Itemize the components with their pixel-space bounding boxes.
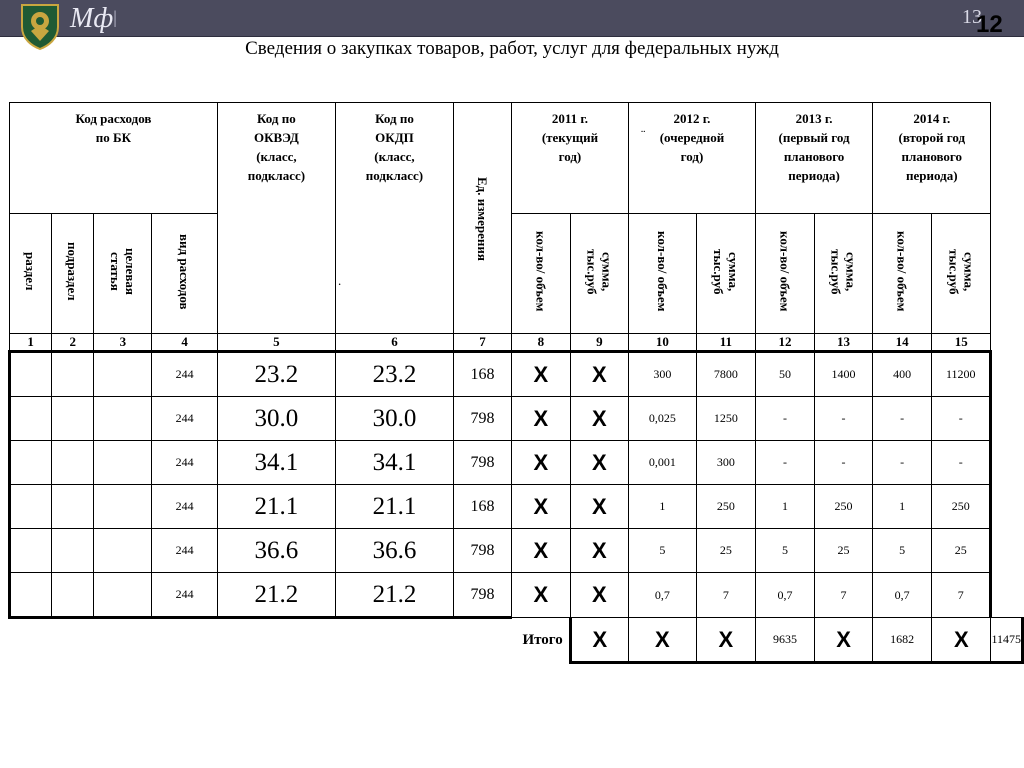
- cell-empty: [52, 441, 94, 485]
- header-qty-2014: кол-во/ объем: [873, 214, 932, 334]
- cell-c12: 0,7: [755, 573, 814, 618]
- cell-empty: [52, 485, 94, 529]
- cell-empty: [10, 397, 52, 441]
- cell-c13: 1400: [814, 352, 872, 397]
- cell-c8: X: [511, 441, 570, 485]
- header-qty-2011: кол-во/ объем: [511, 214, 570, 334]
- table-row: [10, 397, 1023, 441]
- cell-okved: 21.2: [217, 573, 335, 618]
- cell-empty: [94, 485, 152, 529]
- total-cell: 1682: [873, 618, 932, 663]
- page-title: Сведения о закупках товаров, работ, услуг для федеральных нужд: [245, 38, 779, 59]
- cell-c15: 25: [932, 529, 991, 573]
- cell-c14: 1: [873, 485, 932, 529]
- cell-c9: X: [570, 485, 628, 529]
- cell-unit: 798: [454, 441, 512, 485]
- cell-c15: -: [932, 441, 991, 485]
- cell-c13: 25: [814, 529, 872, 573]
- header-sum-2014: сумма, тыс.руб: [932, 214, 991, 334]
- cell-vid: 244: [152, 485, 217, 529]
- col-number: 6: [335, 334, 453, 352]
- cell-unit: 168: [454, 485, 512, 529]
- total-cell: 9635: [755, 618, 814, 663]
- cell-okdp: 30.0: [335, 397, 453, 441]
- header-okdp: Код по ОКДП (класс, подкласс) .: [335, 103, 453, 334]
- header-podrazdel: подраздел: [52, 214, 94, 334]
- cell-c11: 1250: [696, 397, 755, 441]
- cell-c15: 7: [932, 573, 991, 618]
- cell-c8: X: [511, 485, 570, 529]
- cell-c11: 250: [696, 485, 755, 529]
- cell-okved: 34.1: [217, 441, 335, 485]
- header-qty-2013: кол-во/ объем: [755, 214, 814, 334]
- col-number: 7: [454, 334, 512, 352]
- cell-c11: 7: [696, 573, 755, 618]
- cell-empty: [10, 441, 52, 485]
- header-qty-2012: кол-во/ объем: [628, 214, 696, 334]
- cell-c15: -: [932, 397, 991, 441]
- cell-c12: 5: [755, 529, 814, 573]
- header-sum-2012: сумма, тыс.руб: [696, 214, 755, 334]
- cell-c11: 300: [696, 441, 755, 485]
- cell-c9: X: [570, 397, 628, 441]
- cell-empty: [10, 485, 52, 529]
- header-stat: целевая статья: [94, 214, 152, 334]
- col-number: 3: [94, 334, 152, 352]
- cell-c15: 11200: [932, 352, 991, 397]
- cell-okdp: 21.1: [335, 485, 453, 529]
- total-cell: X: [814, 618, 872, 663]
- table-row: [10, 441, 1023, 485]
- cell-c8: X: [511, 573, 570, 618]
- cell-empty: [94, 397, 152, 441]
- cell-c12: 50: [755, 352, 814, 397]
- cell-empty: [94, 441, 152, 485]
- total-row: [10, 618, 1023, 663]
- cell-c10: 0,7: [628, 573, 696, 618]
- total-cell: X: [628, 618, 696, 663]
- cell-c10: 300: [628, 352, 696, 397]
- cell-okved: 30.0: [217, 397, 335, 441]
- cell-empty: [10, 573, 52, 618]
- cell-c12: -: [755, 397, 814, 441]
- cell-empty: [52, 529, 94, 573]
- total-cell: 11475: [991, 618, 1023, 663]
- cell-empty: [52, 352, 94, 397]
- cell-c10: 5: [628, 529, 696, 573]
- cell-c9: X: [570, 573, 628, 618]
- cell-c10: 1: [628, 485, 696, 529]
- cell-vid: 244: [152, 397, 217, 441]
- col-number: 12: [755, 334, 814, 352]
- cell-c10: 0,001: [628, 441, 696, 485]
- column-numbers-row: [10, 334, 1023, 352]
- cell-c13: -: [814, 397, 872, 441]
- cell-c11: 7800: [696, 352, 755, 397]
- header-2012: ¨ 2012 г. (очередной год): [628, 103, 755, 214]
- cell-empty: [94, 573, 152, 618]
- cell-okdp: 34.1: [335, 441, 453, 485]
- header-sum-2013: сумма, тыс.руб: [814, 214, 872, 334]
- cell-unit: 168: [454, 352, 512, 397]
- cell-okdp: 21.2: [335, 573, 453, 618]
- cell-c14: 0,7: [873, 573, 932, 618]
- cell-c12: -: [755, 441, 814, 485]
- col-number: 1: [10, 334, 52, 352]
- table-row: [10, 485, 1023, 529]
- cell-c9: X: [570, 441, 628, 485]
- col-number: 10: [628, 334, 696, 352]
- col-number: 13: [814, 334, 872, 352]
- cell-vid: 244: [152, 529, 217, 573]
- cell-unit: 798: [454, 397, 512, 441]
- cell-c12: 1: [755, 485, 814, 529]
- cell-okved: 23.2: [217, 352, 335, 397]
- total-label: Итого: [522, 632, 563, 649]
- col-number: 15: [932, 334, 991, 352]
- header-2011: 2011 г. (текущий год): [511, 103, 628, 214]
- cell-c13: -: [814, 441, 872, 485]
- cell-c9: X: [570, 352, 628, 397]
- cell-empty: [10, 529, 52, 573]
- header-unit: Ед. измерения: [454, 103, 512, 334]
- table-row: [10, 573, 1023, 618]
- cell-vid: 244: [152, 441, 217, 485]
- cell-c10: 0,025: [628, 397, 696, 441]
- cell-c9: X: [570, 529, 628, 573]
- cell-c14: 400: [873, 352, 932, 397]
- cell-empty: [94, 352, 152, 397]
- cell-unit: 798: [454, 573, 512, 618]
- cell-okved: 36.6: [217, 529, 335, 573]
- cell-c13: 7: [814, 573, 872, 618]
- col-number: 9: [570, 334, 628, 352]
- cell-vid: 244: [152, 573, 217, 618]
- cell-okdp: 36.6: [335, 529, 453, 573]
- brand-label: Мф|: [70, 3, 117, 34]
- col-number: 11: [696, 334, 755, 352]
- header-vid: вид расходов: [152, 214, 217, 334]
- table-row: [10, 529, 1023, 573]
- col-number: 8: [511, 334, 570, 352]
- cell-c14: 5: [873, 529, 932, 573]
- cell-empty: [52, 397, 94, 441]
- cell-c8: X: [511, 397, 570, 441]
- total-cell: X: [696, 618, 755, 663]
- cell-c14: -: [873, 397, 932, 441]
- total-cell: X: [570, 618, 628, 663]
- cell-unit: 798: [454, 529, 512, 573]
- total-cell: X: [932, 618, 991, 663]
- col-number: 14: [873, 334, 932, 352]
- cell-okdp: 23.2: [335, 352, 453, 397]
- cell-c8: X: [511, 352, 570, 397]
- cell-empty: [52, 573, 94, 618]
- cell-c11: 25: [696, 529, 755, 573]
- header-okved: Код по ОКВЭД (класс, подкласс): [217, 103, 335, 334]
- header-bk: Код расходов по БК: [10, 103, 218, 214]
- cell-vid: 244: [152, 352, 217, 397]
- cell-c14: -: [873, 441, 932, 485]
- procurement-table: [8, 102, 1024, 664]
- slide-number-back: 13: [962, 6, 982, 28]
- col-number: 5: [217, 334, 335, 352]
- title-bar: [0, 0, 1024, 37]
- cell-empty: [10, 352, 52, 397]
- cell-c8: X: [511, 529, 570, 573]
- cell-c13: 250: [814, 485, 872, 529]
- table-row: [10, 352, 1023, 397]
- cell-empty: [94, 529, 152, 573]
- slide-number: 12: [976, 11, 1003, 38]
- header-2013: 2013 г. (первый год планового периода): [755, 103, 872, 214]
- cell-okved: 21.1: [217, 485, 335, 529]
- header-sum-2011: сумма, тыс.руб: [570, 214, 628, 334]
- col-number: 4: [152, 334, 217, 352]
- header-2014: 2014 г. (второй год планового периода): [873, 103, 991, 214]
- col-number: 2: [52, 334, 94, 352]
- cell-c15: 250: [932, 485, 991, 529]
- header-razdel: раздел: [10, 214, 52, 334]
